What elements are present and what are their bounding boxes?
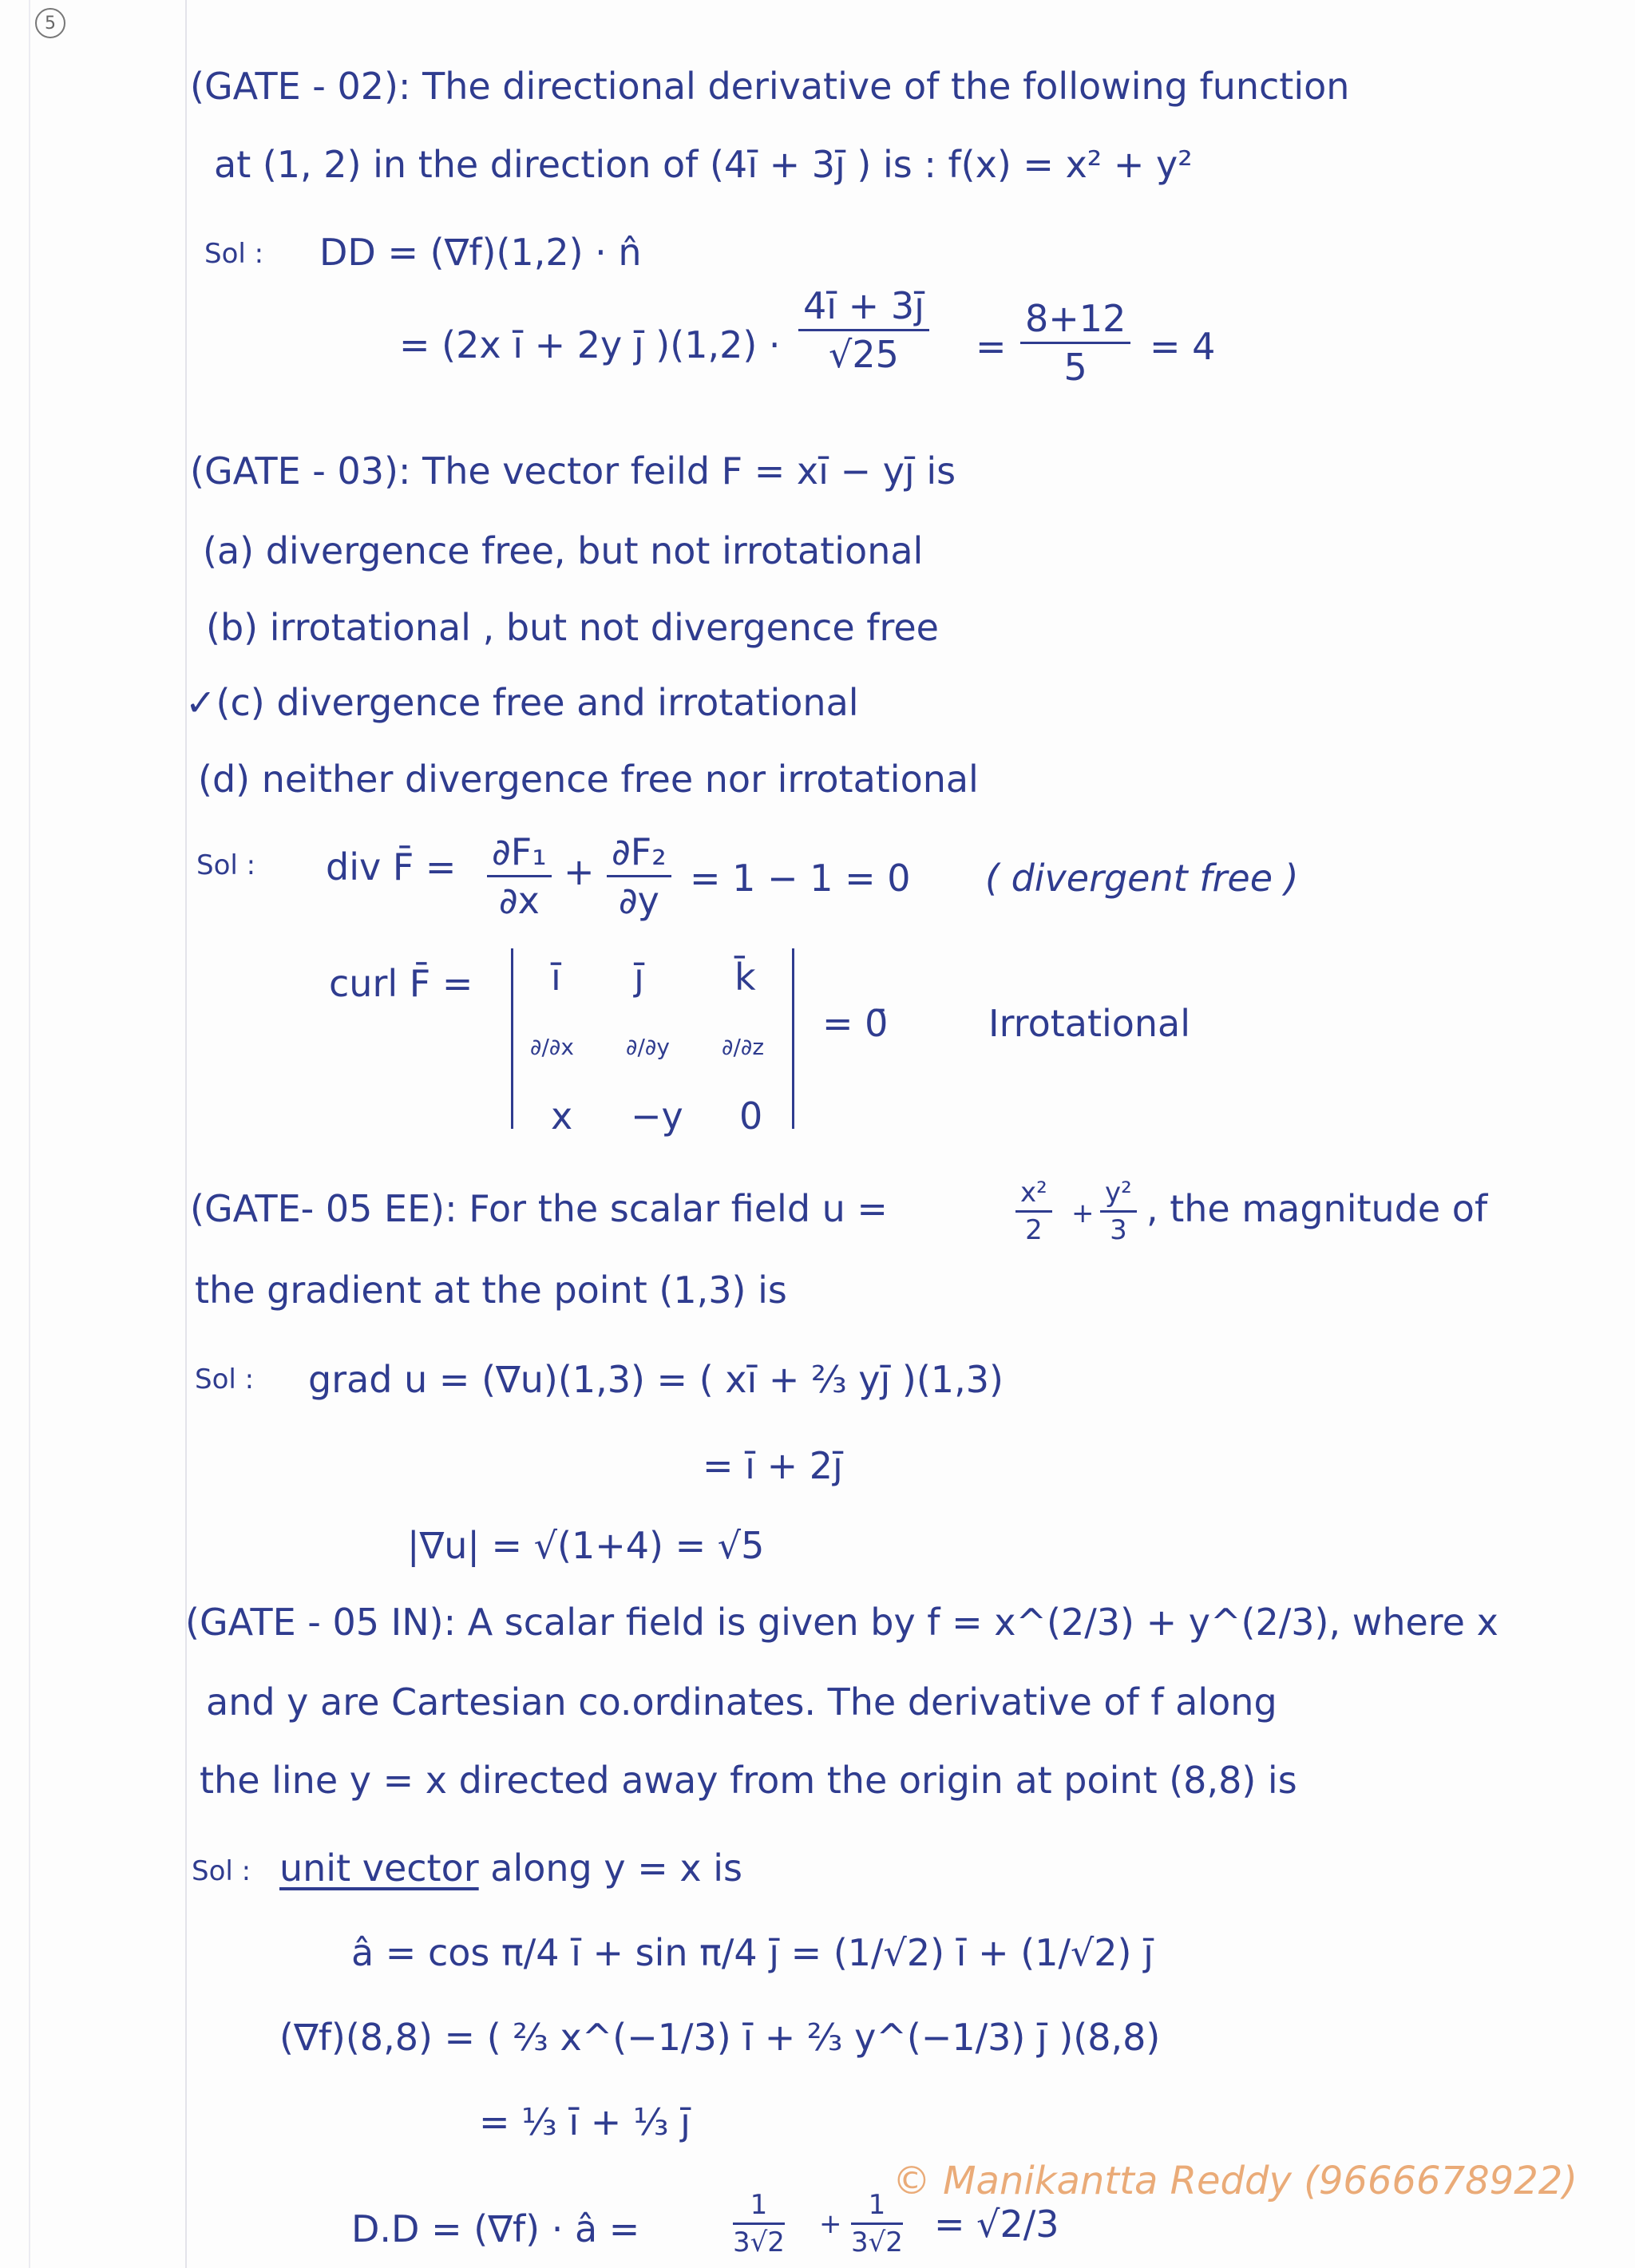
q2-dF2-num: ∂F₂ (607, 830, 671, 877)
page-number-badge: 5 (35, 8, 65, 38)
q4-a-hat: â = cos π/4 ī + sin π/4 j̄ = (1/√2) ī + (1/√2) j̄ (351, 1931, 1154, 1974)
q1-dd-line: DD = (∇f)(1,2) · n̂ (319, 231, 642, 274)
q4-dd-frac2-den: 3√2 (851, 2226, 903, 2258)
q1-frac1-num: 4ī + 3j̄ (798, 284, 929, 331)
q3-u-frac1 (1015, 1177, 1052, 1246)
q2-option-b: (b) irrotational , but not divergence free (206, 606, 939, 649)
q2-dF1-den: ∂x (498, 879, 540, 922)
q4-dd-frac2-num: 1 (851, 2189, 903, 2225)
det-r1c2: j̄ (634, 956, 644, 999)
q2-title: (GATE - 03): The vector feild F = xī − yj̄ is (190, 449, 956, 493)
q1-frac1-den: √25 (829, 333, 899, 376)
q2-curl-note: Irrotational (988, 1002, 1191, 1045)
margin-line (185, 0, 187, 2268)
q4-dd-result: = √2/3 (934, 2203, 1059, 2246)
q3-grad-line: grad u = (∇u)(1,3) = ( xī + ⅔ yj̄ )(1,3) (308, 1358, 1004, 1401)
q4-line2: and y are Cartesian co.ordinates. The derivative of f along (206, 1680, 1277, 1724)
q2-curl-rhs: = 0̄ (822, 1002, 889, 1045)
q3-grad-line2: = ī + 2j̄ (703, 1444, 843, 1487)
det-r2c3: ∂/∂z (722, 1034, 765, 1060)
det-r1c3: k̄ (734, 956, 756, 999)
q1-fraction-1 (798, 284, 929, 376)
q2-div-lhs: div F̄ = (326, 845, 457, 889)
q1-result: = 4 (1150, 325, 1216, 368)
q4-sol-label: Sol : (192, 1855, 251, 1887)
q4-dd-frac1-den: 3√2 (733, 2226, 785, 2258)
q3-title-prefix: (GATE- 05 EE): For the scalar field u = (190, 1187, 888, 1230)
q1-line2: at (1, 2) in the direction of (4ī + 3j̄ ) is : f(x) = x² + y² (214, 143, 1193, 186)
q3-u-frac2-num: y² (1100, 1177, 1137, 1213)
q4-unit-vector-line (279, 1846, 742, 1890)
det-r1c1: ī (551, 956, 561, 999)
det-r3c1: x (551, 1094, 573, 1138)
copyright-watermark: © Manikantta Reddy (9666678922) (892, 2159, 1578, 2203)
det-r2c1: ∂/∂x (530, 1034, 574, 1060)
q3-sol-label: Sol : (195, 1364, 255, 1395)
q1-frac2-num: 8+12 (1020, 297, 1130, 344)
q3-title-suffix: , the magnitude of (1146, 1187, 1488, 1230)
q3-line2: the gradient at the point (1,3) is (195, 1269, 787, 1312)
q3-u-frac1-den: 2 (1025, 1214, 1043, 1246)
q4-unit-vector-label: unit vector (279, 1846, 479, 1890)
q2-dF2 (607, 830, 671, 922)
q4-dd-frac1-num: 1 (733, 2189, 785, 2225)
q2-div-note: ( divergent free ) (985, 857, 1299, 900)
q4-title: (GATE - 05 IN): A scalar field is given by f = x^(2/3) + y^(2/3), where x (185, 1601, 1498, 1644)
q2-option-c: ✓(c) divergence free and irrotational (185, 681, 859, 724)
q4-grad-f2: = ⅓ ī + ⅓ j̄ (479, 2100, 691, 2143)
q4-unit-vector-rest: along y = x is (478, 1846, 742, 1890)
det-r2c2: ∂/∂y (626, 1034, 670, 1060)
q1-fraction-2 (1020, 297, 1130, 389)
q3-u-frac2-den: 3 (1110, 1214, 1127, 1246)
q4-line3: the line y = x directed away from the origin at point (8,8) is (200, 1759, 1297, 1802)
q1-equals: = (976, 325, 1007, 368)
det-left-bar (511, 948, 513, 1129)
q1-frac2-den: 5 (1063, 346, 1087, 389)
q1-step: = (2x ī + 2y j̄ )(1,2) · (399, 323, 781, 366)
q3-u-frac2 (1100, 1177, 1137, 1246)
q3-u-plus: + (1071, 1197, 1095, 1229)
q2-div-rhs: = 1 − 1 = 0 (690, 857, 911, 900)
q2-sol-label: Sol : (196, 849, 256, 881)
q4-dd-plus: + (819, 2208, 842, 2240)
q3-magnitude: |∇u| = √(1+4) = √5 (407, 1524, 765, 1567)
q4-dd-prefix: D.D = (∇f) · â = (351, 2207, 640, 2250)
q3-u-frac1-num: x² (1015, 1177, 1052, 1213)
q1-title: (GATE - 02): The directional derivative of the following function (190, 65, 1350, 108)
q1-sol-label: Sol : (204, 238, 264, 270)
q2-dF1-num: ∂F₁ (487, 830, 552, 877)
q4-dd-frac1 (733, 2189, 785, 2258)
q2-option-a: (a) divergence free, but not irrotational (203, 529, 924, 572)
q2-dF2-den: ∂y (618, 879, 659, 922)
det-right-bar (792, 948, 794, 1129)
q2-option-d: (d) neither divergence free nor irrotational (198, 758, 979, 801)
q4-grad-f: (∇f)(8,8) = ( ⅔ x^(−1/3) ī + ⅔ y^(−1/3) j̄ )(8,8) (279, 2016, 1161, 2059)
q2-curl-lhs: curl F̄ = (329, 962, 473, 1005)
det-r3c3: 0 (739, 1094, 763, 1138)
q2-dF1 (487, 830, 552, 922)
q2-div-plus: + (564, 850, 595, 893)
det-r3c2: −y (631, 1094, 683, 1138)
page-edge (29, 0, 30, 2268)
